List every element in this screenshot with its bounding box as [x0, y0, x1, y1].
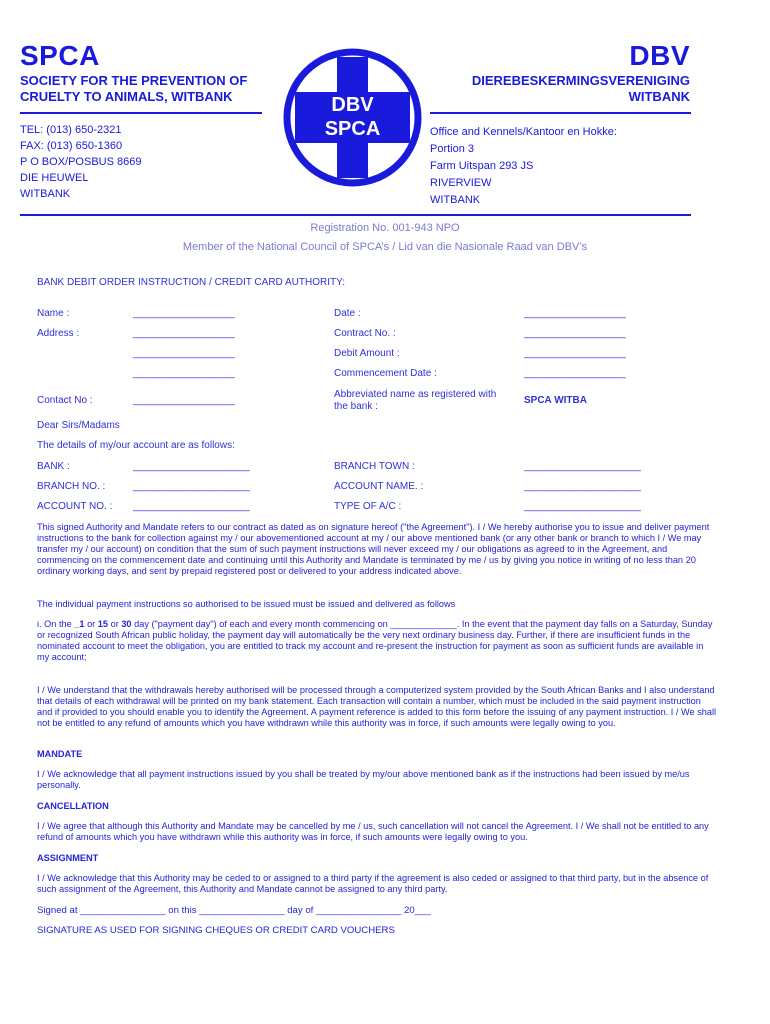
signature-note: SIGNATURE AS USED FOR SIGNING CHEQUES OR CREDIT CARD VOUCHERS	[37, 925, 395, 936]
dbv-title: DBV	[629, 40, 690, 71]
town-line: WITBANK	[20, 188, 71, 200]
address-field-2[interactable]: ____________________	[133, 348, 235, 359]
contact-label: Contact No :	[37, 395, 93, 406]
left-contact-block	[20, 122, 141, 202]
logo-text-spca: SPCA	[324, 118, 381, 140]
address-field-1[interactable]: ____________________	[133, 328, 235, 339]
bank-field[interactable]: _______________________	[133, 461, 250, 472]
branch-town-field[interactable]: _______________________	[524, 461, 641, 472]
account-type-label: TYPE OF A/C :	[334, 501, 402, 512]
account-no-label: ACCOUNT NO. :	[37, 501, 113, 512]
member-line: Member of the National Council of SPCA’s / Lid van die Nasionale Raad van DBV’s	[182, 241, 588, 253]
date-field[interactable]: ____________________	[524, 308, 626, 319]
account-no-field[interactable]: _______________________	[133, 501, 250, 512]
mandate-text: I / We acknowledge that all payment instructions issued by you shall be treated by my/our above mentioned bank as if the instructions had been issued by me/us personally.	[37, 769, 690, 790]
payment-instructions-paragraph: The individual payment instructions so authorised to be issued must be issued and delivered as follows	[37, 599, 456, 609]
form-heading: BANK DEBIT ORDER INSTRUCTION / CREDIT CARD AUTHORITY:	[37, 277, 345, 288]
cancellation-text: I / We agree that although this Authority and Mandate may be cancelled by me / us, such cancellation will not cancel the Agreement. I / We shall not be entitled to any refund of amounts which you have withdrawn while this authority was in force, if such amounts were legally owing to you.	[37, 821, 709, 842]
right-contact-block	[430, 124, 617, 209]
salutation: Dear Sirs/Madams	[37, 420, 120, 431]
contact-field[interactable]: ____________________	[133, 395, 235, 406]
suburb-line: DIE HEUWEL	[20, 172, 89, 184]
assignment-heading: ASSIGNMENT	[37, 853, 99, 863]
debit-amount-field[interactable]: ____________________	[524, 348, 626, 359]
witbank-line: WITBANK	[430, 194, 481, 206]
mandate-heading: MANDATE	[37, 749, 83, 759]
farm-line: Farm Uitspan 293 JS	[430, 160, 534, 172]
account-name-field[interactable]: _______________________	[524, 481, 641, 492]
name-field[interactable]: ____________________	[133, 308, 235, 319]
portion-line: Portion 3	[430, 143, 475, 155]
name-label: Name :	[37, 308, 70, 319]
logo-text-dbv: DBV	[331, 94, 374, 116]
office-line: Office and Kennels/Kantoor en Hokke:	[430, 126, 617, 138]
address-label: Address :	[37, 328, 80, 339]
details-intro: The details of my/our account are as follows:	[37, 440, 235, 451]
account-name-label: ACCOUNT NAME. :	[334, 481, 424, 492]
spca-title: SPCA	[20, 40, 100, 71]
contract-label: Contract No. :	[334, 328, 396, 339]
tel-line: TEL: (013) 650-2321	[20, 124, 122, 136]
riverview-line: RIVERVIEW	[430, 177, 492, 189]
account-type-field[interactable]: _______________________	[524, 501, 641, 512]
fax-line: FAX: (013) 650-1360	[20, 140, 123, 152]
header-rule-left	[20, 112, 262, 114]
abbrev-label: Abbreviated name as registered with the bank :	[334, 389, 497, 412]
branch-town-label: BRANCH TOWN :	[334, 461, 415, 472]
society-name: SOCIETY FOR THE PREVENTION OF CRUELTY TO ANIMALS, WITBANK	[20, 73, 248, 104]
dbv-spca-logo	[280, 45, 425, 190]
authority-paragraph: This signed Authority and Mandate refers to our contract as dated as on signature hereof ("the Agreement"). I / We hereby authorise you to issue and deliver payment instructions to the bank for collection against my / our abovementioned account at my / our above mentioned bank (or any other bank or branch to which I / We may transfer my / our account) on condition that the sum of such payment instructions will never exceed my / our obligations as agreed to in the Agreement, and commencing on the commencement date and continuing until this Authority and Mandate is terminated by me / us by giving you notice in writing of no less than 20 ordinary working days, and sent by prepaid registered post or delivered to your address indicated above.	[37, 522, 710, 576]
commencement-field[interactable]: ____________________	[524, 368, 626, 379]
address-field-3[interactable]: ____________________	[133, 368, 235, 379]
bank-label: BANK :	[37, 461, 70, 472]
pobox-line: P O BOX/POSBUS 8669	[20, 156, 142, 168]
header-rule-right	[430, 112, 691, 114]
contract-field[interactable]: ____________________	[524, 328, 626, 339]
cancellation-heading: CANCELLATION	[37, 801, 109, 811]
payment-day-paragraph: i. On the _1 or 15 or 30 day ("payment day") of each and every month commencing on _____________. In the event that the payment day falls on a Saturday, Sunday or recognized South African public holiday, the payment day will automatically be the very next ordinary business day. Further, if there are insufficient funds in the nominated account to meet the obligation, you are entitled to track my account and re-present the instruction for payment as soon as sufficient funds are available in my account;	[37, 619, 713, 662]
debit-amount-label: Debit Amount :	[334, 348, 400, 359]
signed-line[interactable]: Signed at ________________ on this ________________ day of ________________ 20___	[37, 905, 431, 916]
commencement-label: Commencement Date :	[334, 368, 437, 379]
assignment-text: I / We acknowledge that this Authority may be ceded to or assigned to a third party if the agreement is also ceded or assigned to that third party, but in the absence of such assignment of the Agreement, this Authority and Mandate cannot be assigned to any third party.	[37, 873, 709, 894]
dbv-name: DIEREBESKERMINGSVERENIGING WITBANK	[471, 73, 690, 104]
withdrawals-paragraph: I / We understand that the withdrawals hereby authorised will be processed through a computerized system provided by the South African Banks and I also understand that details of each withdrawal will be printed on my bank statement. Each transaction will contain a number, which must be included in the said payment instruction and if provided to you should enable you to identify the Agreement. A payment reference is added to this form before the issuing of any payment instruction. I / We shall not be entitled to any refund of amounts which you have withdrawn while this authority was in force, if such amounts were legally owing to you.	[37, 685, 717, 728]
abbrev-value: SPCA WITBA	[524, 395, 587, 406]
branch-no-label: BRANCH NO. :	[37, 481, 106, 492]
registration-number: Registration No. 001-943 NPO	[310, 222, 460, 234]
date-label: Date :	[334, 308, 361, 319]
header-rule-full	[20, 214, 691, 216]
branch-no-field[interactable]: _______________________	[133, 481, 250, 492]
